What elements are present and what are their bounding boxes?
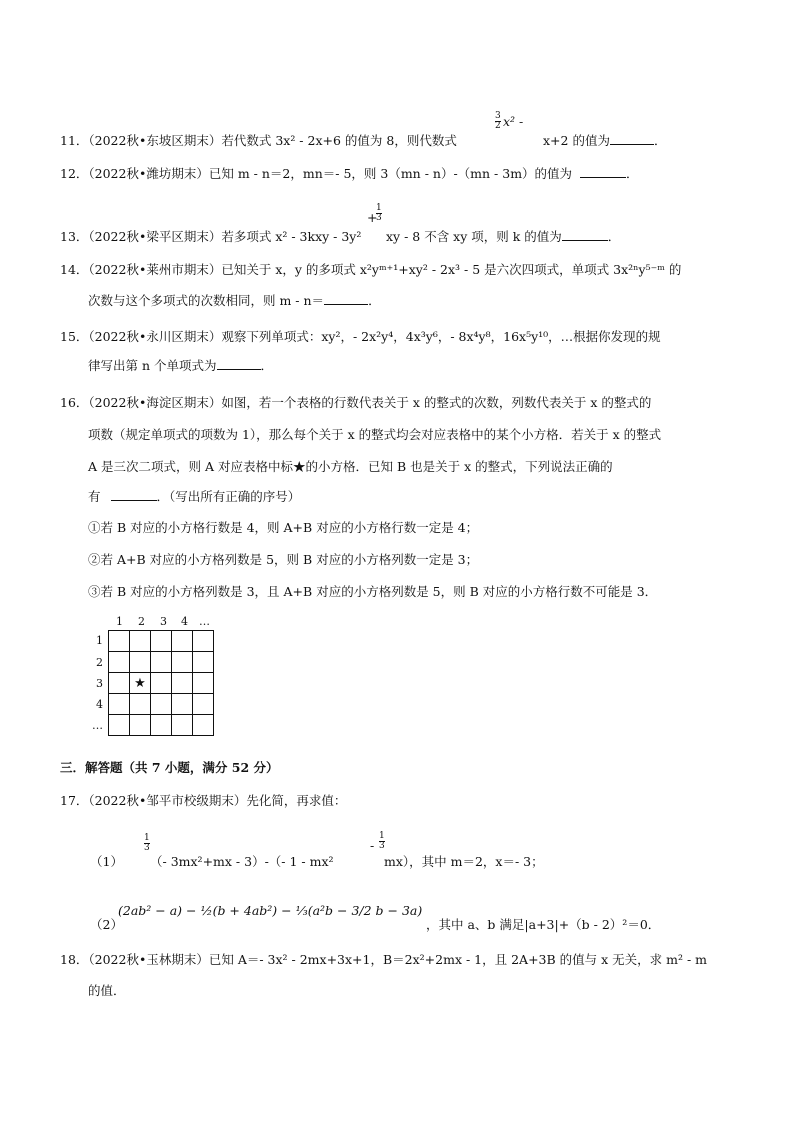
problem-number: 16．: [60, 395, 89, 410]
plus-sign: +: [367, 210, 378, 225]
problem-16: [60, 395, 651, 411]
problem-number: 15．: [60, 329, 89, 344]
problem-16-line4: [88, 489, 300, 505]
row-label: 4: [96, 698, 103, 711]
fraction-1-3: [379, 832, 385, 851]
answer-blank[interactable]: [324, 293, 368, 305]
problem-number: 12．: [60, 166, 89, 181]
problem-text: 已知 A＝- 3x² - 2mx+3x+1，B＝2x²+2mx - 1，且 2A+3B 的值与 x 无关，求 m² - m: [208, 952, 708, 967]
answer-blank[interactable]: [610, 133, 654, 145]
fraction-1-3: [144, 834, 150, 853]
problem-number: 14．: [60, 262, 89, 277]
problem-18-line2: 的值．: [88, 983, 126, 998]
option-1: ①若 B 对应的小方格行数是 4，则 A+B 对应的小方格行数一定是 4；: [88, 520, 479, 535]
grid-table: [108, 630, 214, 736]
column-label: 2: [138, 615, 145, 628]
problem-17: [60, 793, 346, 809]
column-label: 4: [181, 615, 188, 628]
problem-number: 17．: [60, 793, 89, 808]
problem-18: [60, 952, 707, 968]
section-heading: 三．解答题（共 7 小题，满分 52 分）: [60, 760, 279, 775]
problem-text: 已知关于 x，y 的多项式 x²yᵐ⁺¹+xy² - 2x³ - 5 是六次四项式，单项式 3x²ⁿy⁵⁻ᵐ 的: [221, 262, 682, 277]
problem-16-line2: 项数（规定单项式的项数为 1），那么每个关于 x 的整式均会对应表格中的某个小方格．若关于 x 的整式: [88, 427, 662, 442]
problem-text: 如图，若一个表格的行数代表关于 x 的整式的次数，列数代表关于 x 的整式的: [221, 395, 652, 410]
problem-text-tail: xy - 8 不含 xy 项，则 k 的值为: [386, 229, 562, 244]
part-1-expr: （- 3mx²+mx - 3）-（- 1 - mx²: [150, 854, 334, 869]
problem-number: 13．: [60, 229, 89, 244]
row-label: 1: [96, 634, 103, 647]
problem-text: 律写出第 n 个单项式为: [88, 358, 217, 373]
problem-11-tail: [543, 133, 666, 149]
fraction-numerator: 1: [144, 833, 150, 843]
problem-text: 观察下列单项式：xy²，- 2x²y⁴，4x³y⁶，- 8x⁴y⁸，16x⁵y¹⁰，…根据你发现的规: [221, 329, 661, 344]
fraction-1-3: [376, 204, 382, 223]
row-label: 3: [96, 677, 103, 690]
problem-source: （2022秋•东坡区期末）: [88, 133, 222, 148]
part-1-label: （1）: [90, 854, 123, 869]
fraction-denominator: 3: [376, 213, 382, 223]
problem-15-line2: [88, 358, 273, 374]
row-label: 2: [96, 656, 103, 669]
period: ．: [626, 166, 639, 181]
period: ．: [260, 358, 274, 373]
fraction-denominator: 3: [144, 843, 150, 853]
problem-text-tail: x+2 的值为: [543, 133, 610, 148]
fraction-3-2: [495, 112, 501, 131]
period: ．: [368, 293, 381, 308]
problem-14-line2: [88, 293, 381, 309]
star-icon: ★: [130, 673, 151, 694]
problem-12: [60, 166, 639, 182]
part-1-tail: mx），其中 m＝2，x＝- 3；: [384, 854, 544, 869]
problem-number: 11．: [60, 133, 89, 148]
problem-source: （2022秋•海淀区期末）: [88, 395, 222, 410]
column-label: 1: [116, 615, 123, 628]
answer-blank[interactable]: [562, 229, 608, 241]
problem-13-tail: [386, 229, 620, 245]
problem-text: 次数与这个多项式的次数相同，则 m - n＝: [88, 293, 325, 308]
problem-text: 已知 m - n＝2，mn＝- 5，则 3（mn - n）-（mn - 3m）的值为: [208, 166, 573, 181]
problem-16-line3: A 是三次二项式，则 A 对应表格中标★的小方格．已知 B 也是关于 x 的整式，下列说法正确的: [88, 459, 613, 474]
problem-text: 若代数式 3x² - 2x+6 的值为 8，则代数式: [221, 133, 457, 148]
answer-blank[interactable]: [217, 358, 261, 370]
problem-11: [60, 133, 457, 149]
column-label: …: [199, 615, 210, 628]
period: ．: [607, 229, 621, 244]
answer-blank[interactable]: [580, 166, 626, 178]
row-label: …: [92, 719, 103, 732]
problem-source: （2022秋•邹平市校级期末）: [88, 793, 247, 808]
problem-number: 18．: [60, 952, 89, 967]
period: ．: [653, 133, 667, 148]
fraction-denominator: 3: [379, 841, 385, 851]
problem-text: 先化简，再求值：: [246, 793, 347, 808]
problem-13: [60, 229, 361, 245]
option-2: ②若 A+B 对应的小方格列数是 5，则 B 对应的小方格列数一定是 3；: [88, 552, 479, 567]
problem-source: （2022秋•莱州市期末）: [88, 262, 222, 277]
problem-text: 有: [88, 489, 101, 504]
problem-text: 若多项式 x² - 3kxy - 3y²: [221, 229, 362, 244]
fraction-numerator: 1: [376, 203, 382, 213]
fraction-numerator: 3: [495, 111, 501, 121]
problem-source: （2022秋•梁平区期末）: [88, 229, 222, 244]
part-2-expr: (2ab² − a) − ½(b + 4ab²) − ⅓(a²b − 3/2 b − 3a): [118, 903, 423, 918]
problem-source: （2022秋•潍坊期末）: [88, 166, 209, 181]
part-2-label: （2）: [90, 917, 123, 932]
problem-text: ．（写出所有正确的序号）: [156, 489, 301, 504]
problem-15: [60, 329, 661, 345]
answer-blank[interactable]: [111, 489, 157, 501]
option-3: ③若 B 对应的小方格列数是 3，且 A+B 对应的小方格列数是 5，则 B 对应的小方格行数不可能是 3．: [88, 584, 658, 599]
fraction-denominator: 2: [495, 121, 501, 131]
problem-source: （2022秋•玉林期末）: [88, 952, 209, 967]
problem-source: （2022秋•永川区期末）: [88, 329, 222, 344]
minus-sign: -: [370, 838, 375, 853]
problem-14: [60, 262, 681, 278]
fraction-numerator: 1: [379, 831, 385, 841]
column-label: 3: [160, 615, 167, 628]
expr-x-squared: x² -: [503, 114, 524, 129]
part-2-tail: ，其中 a、b 满足|a+3|+（b - 2）²＝0．: [426, 917, 661, 932]
